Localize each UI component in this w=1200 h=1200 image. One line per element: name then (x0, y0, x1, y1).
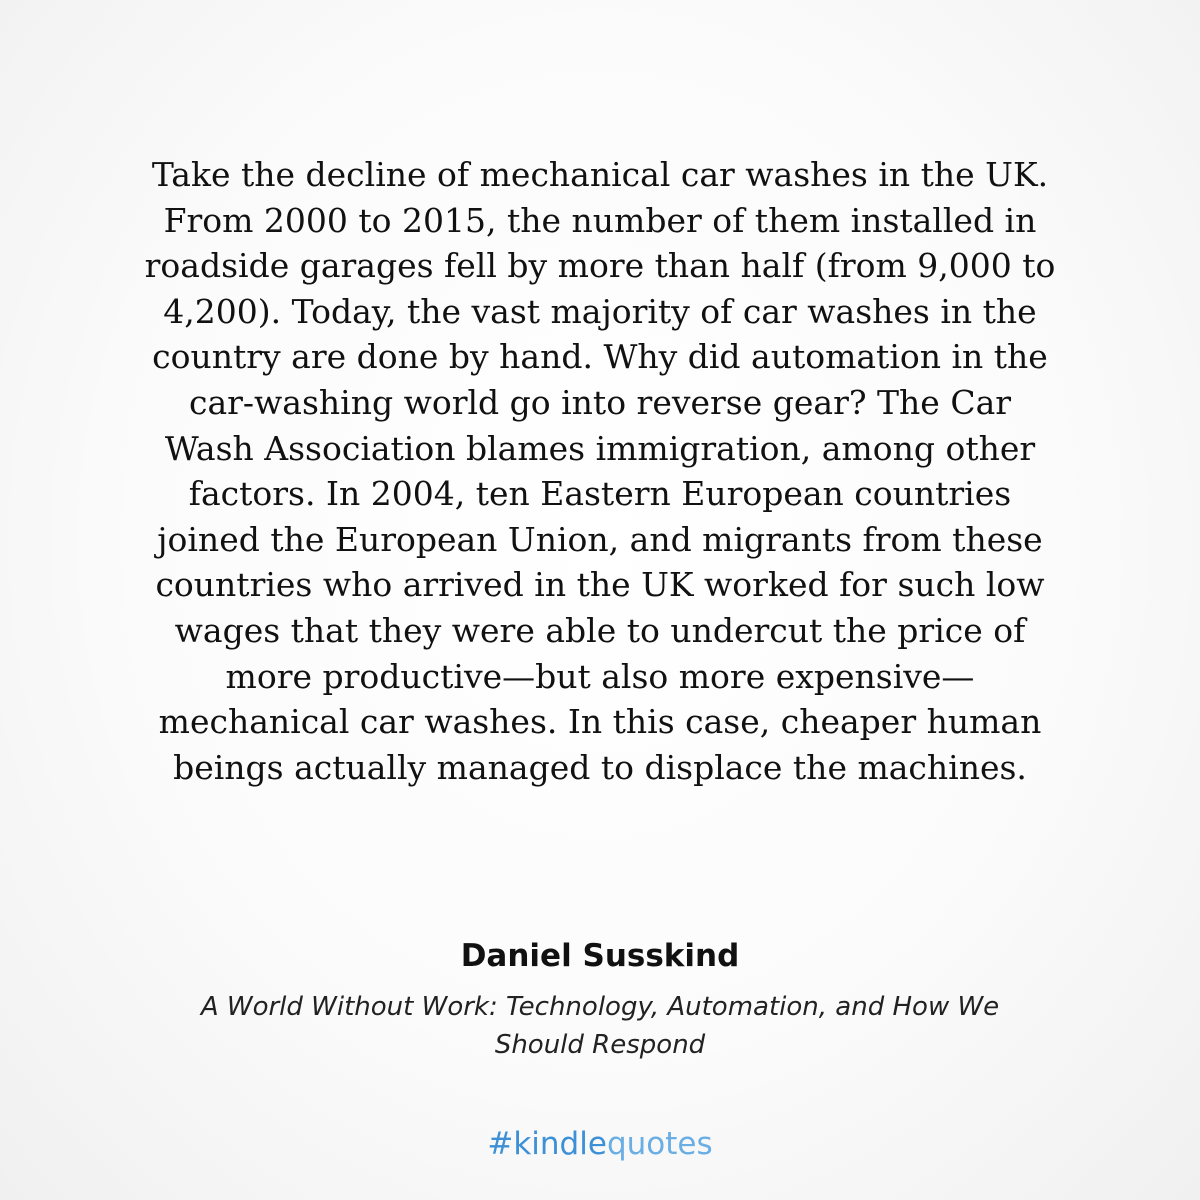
quote-line: mechanical car washes. In this case, cheaper human (158, 702, 1042, 742)
quote-line: joined the European Union, and migrants from these (157, 519, 1043, 559)
quote-line: more productive—but also more expensive— (225, 656, 975, 696)
quote-line: countries who arrived in the UK worked for such low (155, 565, 1045, 605)
author-name: Daniel Susskind (460, 938, 740, 974)
quote-line: beings actually managed to displace the machines. (173, 747, 1027, 787)
quote-line: Wash Association blames immigration, among other (164, 428, 1036, 468)
book-title (60, 988, 1140, 1064)
quote-line: car-washing world go into reverse gear? The Car (188, 382, 1012, 422)
book-title-line: Should Respond (494, 1030, 706, 1060)
quote-text (60, 152, 1140, 790)
quote-line: From 2000 to 2015, the number of them installed in (163, 200, 1037, 240)
book-title-line: A World Without Work: Technology, Automation, and How We (200, 992, 1000, 1022)
quote-line: roadside garages fell by more than half (from 9,000 to (144, 246, 1056, 286)
quote-line: wages that they were able to undercut the price of (174, 610, 1026, 650)
hashtag-suffix: quotes (606, 1126, 713, 1162)
hashtag-prefix: #kindle (487, 1126, 607, 1162)
quote-line: Take the decline of mechanical car washes in the UK. (151, 155, 1049, 194)
quote-line: factors. In 2004, ten Eastern European countries (188, 474, 1012, 514)
quote-line: country are done by hand. Why did automation in the (152, 337, 1048, 377)
quote-line: 4,200). Today, the vast majority of car washes in the (163, 291, 1037, 331)
kindlequotes-hashtag (0, 1124, 1200, 1164)
